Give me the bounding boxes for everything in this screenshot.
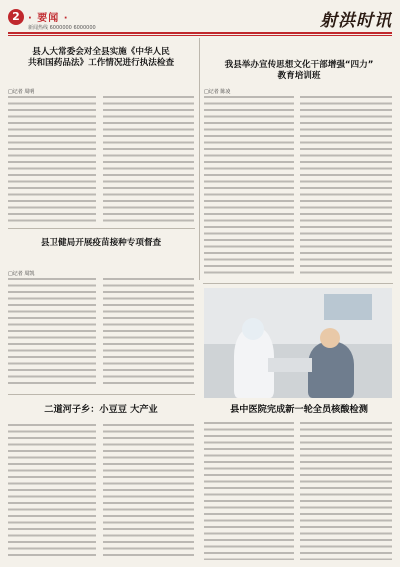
column-divider [199,38,200,280]
article-3-byline: □记者 周凯 [8,271,35,277]
article-3-body-col-2 [103,278,194,388]
photo-patient [308,342,354,398]
article-3-body-col-1 [8,278,96,388]
page-number: 2 [8,9,24,25]
article-1-body-col-1 [8,96,96,224]
page-header [8,6,392,36]
section-title: · 要闻 · [28,13,69,24]
article-1-headline-line-2: 共和国药品法》工作情况进行执法检查 [27,58,175,69]
article-2-body-col-2 [300,96,392,278]
article-2-headline-line-1: 我县举办宣传思想文化干部增强“四力” [224,60,374,70]
header-rule [8,32,392,34]
photo-medic-hood [242,318,264,340]
issue-line: 新闻热线 6000000 6000000 [28,25,96,31]
article-2-byline: □记者 陈凌 [204,89,231,95]
row-divider [8,228,195,229]
article-4-body-col-1 [8,424,96,560]
masthead: 射洪时讯 [320,11,392,31]
article-2-body-col-1 [204,96,294,278]
article-5-headline: 县中医院完成新一轮全员核酸检测 [230,404,368,415]
article-1-byline: □记者 周明 [8,89,35,95]
article-1-headline-line-1: 县人大常委会对全县实施《中华人民 [32,47,170,57]
article-1-headline [8,47,194,69]
article-5-body-col-1 [204,422,294,560]
article-4-body-col-2 [103,424,194,560]
photo-patient-head [320,328,340,348]
photo-window [324,294,372,320]
photo-desk [268,358,312,372]
row-divider [203,283,393,284]
article-1-body-col-2 [103,96,194,224]
article-4-headline: 二道河子乡：小豆豆 大产业 [44,404,158,415]
article-5-body-col-2 [300,422,392,560]
article-2-headline [204,60,394,82]
header-rule-thin [8,35,392,36]
article-3-headline: 县卫健局开展疫苗接种专项督查 [40,238,162,248]
row-divider [8,394,195,395]
hospital-photo [204,288,392,398]
article-2-headline-line-2: 教育培训班 [277,71,321,82]
